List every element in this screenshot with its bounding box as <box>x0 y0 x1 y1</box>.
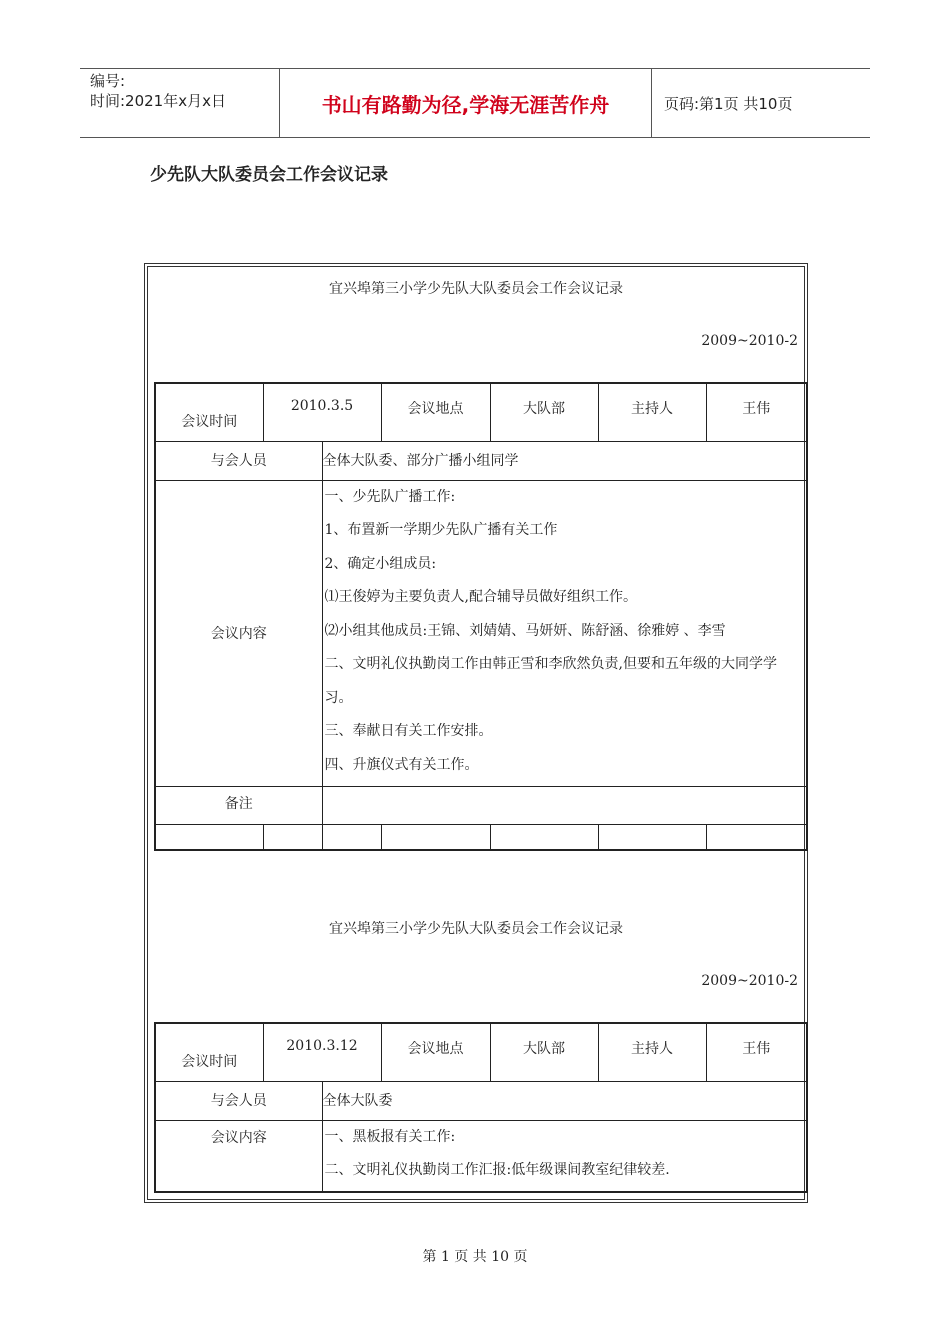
content-line: ⑵小组其他成员:王锦、刘婧婧、马妍妍、陈舒涵、徐雅婷 、李雪 <box>324 622 726 639</box>
empty-row <box>155 824 807 850</box>
place-label-cell: 会议地点 <box>381 383 490 441</box>
page-info: 页码:第1页 共10页 <box>664 94 793 113</box>
content-line: 三、奉献日有关工作安排。 <box>324 723 493 739</box>
time-label-cell: 会议时间 <box>155 1023 263 1081</box>
content-line: 2、确定小组成员: <box>324 555 437 572</box>
attendees-label-cell: 与会人员 <box>155 1081 322 1120</box>
content-line: ⑴王俊婷为主要负责人,配合辅导员做好组织工作。 <box>324 589 637 605</box>
content-label-cell: 会议内容 <box>155 480 322 786</box>
content-label-cell: 会议内容 <box>155 1120 322 1192</box>
content-line: 二、文明礼仪执勤岗工作汇报:低年级课间教室纪律较差. <box>324 1162 670 1178</box>
content-row <box>155 480 807 786</box>
host-label-cell: 主持人 <box>598 1023 706 1081</box>
place-cell: 大队部 <box>490 383 598 441</box>
host-cell: 王伟 <box>706 383 807 441</box>
date-cell: 2010.3.5 <box>263 383 381 441</box>
record-frame <box>144 263 808 1203</box>
record-frame-inner <box>147 266 805 1200</box>
meeting-table-1 <box>154 382 808 851</box>
empty-cell <box>381 824 490 850</box>
remarks-row <box>155 786 807 824</box>
time-label-cell: 会议时间 <box>155 383 263 441</box>
record-term: 2009~2010-2 <box>701 973 798 989</box>
motto: 书山有路勤为径,学海无涯苦作舟 <box>280 69 652 137</box>
empty-cell <box>155 824 263 850</box>
content-cell <box>322 1120 807 1192</box>
record-title: 宜兴埠第三小学少先队大队委员会工作会议记录 <box>329 921 623 937</box>
remarks-label-cell: 备注 <box>155 786 322 824</box>
page-footer: 第 1 页 共 10 页 <box>422 1249 528 1265</box>
content-row <box>155 1120 807 1192</box>
content-line: 一、少先队广播工作: <box>324 488 456 505</box>
meeting-table-2 <box>154 1022 808 1193</box>
page-header <box>80 68 870 138</box>
date-cell: 2010.3.12 <box>263 1023 381 1081</box>
empty-cell <box>706 824 807 850</box>
content-line: 习。 <box>324 689 353 706</box>
content-line: 1、布置新一学期少先队广播有关工作 <box>324 522 558 538</box>
content-line: 二、文明礼仪执勤岗工作由韩正雪和李欣然负责,但要和五年级的大同学学 <box>324 656 777 672</box>
record-title: 宜兴埠第三小学少先队大队委员会工作会议记录 <box>329 281 623 297</box>
empty-cell <box>322 824 381 850</box>
attendees-row <box>155 441 807 480</box>
attendees-cell: 全体大队委 <box>322 1081 807 1120</box>
host-cell: 王伟 <box>706 1023 807 1081</box>
empty-cell <box>490 824 598 850</box>
meta-row <box>155 383 807 441</box>
attendees-cell: 全体大队委、部分广播小组同学 <box>322 441 807 480</box>
place-cell: 大队部 <box>490 1023 598 1081</box>
empty-cell <box>598 824 706 850</box>
attendees-row <box>155 1081 807 1120</box>
document-title: 少先队大队委员会工作会议记录 <box>150 165 388 185</box>
host-label-cell: 主持人 <box>598 383 706 441</box>
place-label-cell: 会议地点 <box>381 1023 490 1081</box>
time-label: 时间:2021年x月x日 <box>90 92 226 110</box>
content-line: 四、升旗仪式有关工作。 <box>324 756 479 773</box>
header-meta <box>80 69 280 137</box>
content-line: 一、黑板报有关工作: <box>324 1128 456 1145</box>
number-label: 编号: <box>90 72 126 90</box>
record-term: 2009~2010-2 <box>701 333 798 349</box>
remarks-cell <box>322 786 807 824</box>
empty-cell <box>263 824 322 850</box>
meta-row <box>155 1023 807 1081</box>
attendees-label-cell: 与会人员 <box>155 441 322 480</box>
content-cell <box>322 480 807 786</box>
